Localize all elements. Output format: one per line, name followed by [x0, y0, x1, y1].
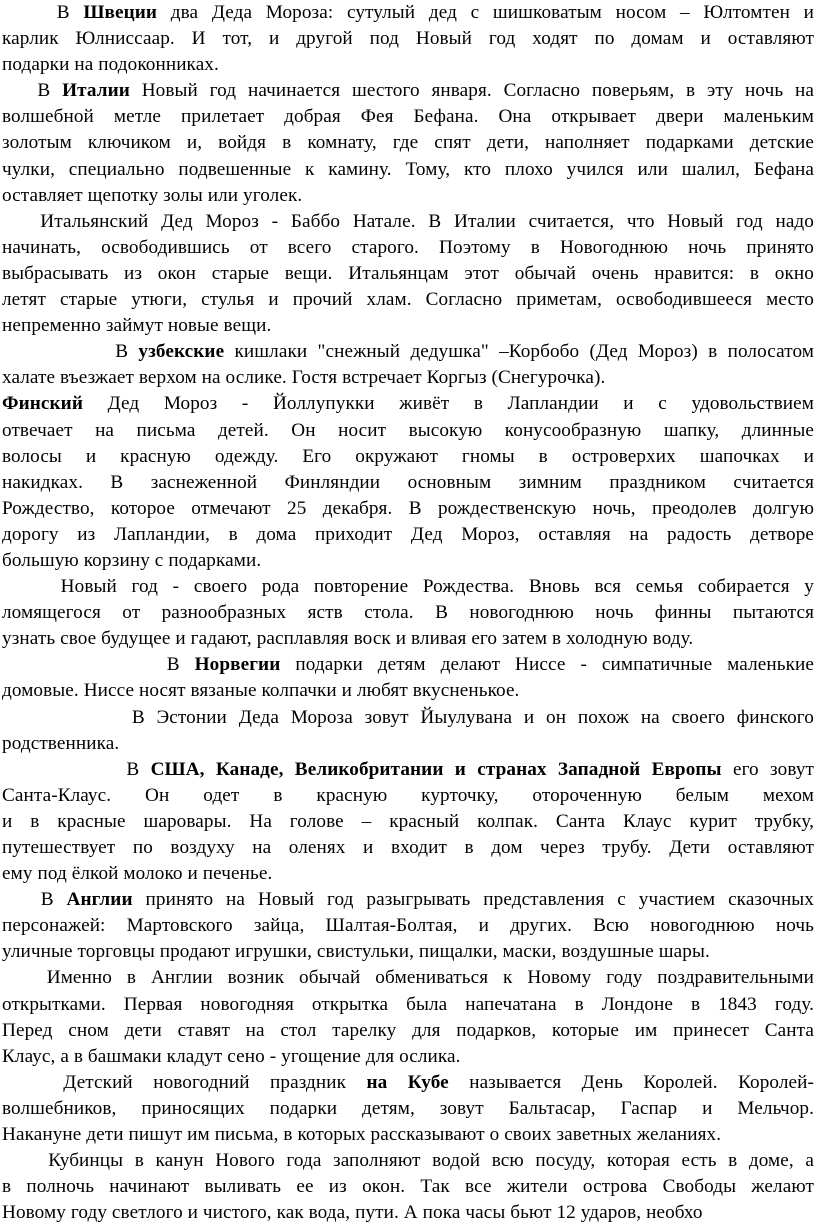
text-line: [2, 496, 814, 522]
text-segment: Итальянский Дед Мороз - Баббо Натале. В Италии считается, что Новый год надо: [2, 210, 814, 232]
text-line: [2, 678, 814, 704]
paragraph-sweden: [2, 0, 814, 78]
bold-term: узбекские: [138, 341, 225, 363]
text-line: [2, 78, 814, 104]
bold-term: США, Канаде, Великобритании и странах Западной Европы: [150, 758, 722, 780]
paragraph-cuba: [2, 1070, 814, 1148]
text-segment: его зовут: [721, 758, 814, 780]
text-segment: Клаус, а в башмаки кладут сено - угощение для ослика.: [2, 1045, 461, 1067]
paragraph-finland2: [2, 574, 814, 652]
text-segment: путешествует по воздуху на оленях и входит в дом через трубу. Дети оставляют: [2, 837, 814, 858]
text-segment: отвечает на письма детей. Он носит высокую конусообразную шапку, длинные: [2, 419, 814, 441]
text-line: [2, 757, 814, 783]
text-segment: узнать свое будущее и гадают, расплавляя воск и вливая его затем в холодную воду.: [2, 628, 694, 650]
text-line: [2, 887, 814, 913]
paragraph-cuba2: [2, 1148, 814, 1226]
text-line: [2, 626, 814, 652]
text-line: [2, 1070, 814, 1096]
text-segment: Именно в Англии возник обычай обмениваться к Новому году поздравительными: [2, 967, 814, 989]
text-line: [2, 809, 814, 835]
text-segment: Санта-Клаус. Он одет в красную курточку, отороченную белым мехом: [2, 784, 814, 806]
text-segment: два Деда Мороза: сутулый дед с шишковатым носом – Юлтомтен и: [157, 2, 814, 23]
text-line: [2, 731, 814, 757]
text-segment: Новый год - своего рода повторение Рождества. Вновь вся семья собирается у: [2, 576, 814, 598]
text-segment: В: [2, 758, 151, 780]
text-segment: В: [2, 80, 63, 102]
bold-term: Норвегии: [194, 654, 281, 676]
text-segment: подарки на подоконниках.: [2, 54, 219, 76]
paragraph-england2: [2, 965, 814, 1069]
text-line: [2, 600, 814, 626]
text-line: [2, 52, 814, 78]
text-segment: В: [2, 654, 195, 676]
text-line: [2, 183, 814, 209]
text-line: [2, 522, 814, 548]
text-segment: подарки детям делают Ниссе - симпатичные маленькие: [280, 654, 814, 676]
text-line: [2, 0, 814, 26]
text-segment: летят старые утюги, стулья и прочий хлам. Согласно приметам, освободившееся место: [2, 289, 814, 311]
text-segment: большую корзину с подарками.: [2, 549, 262, 571]
paragraph-italy2: [2, 209, 814, 339]
text-segment: накидках. В заснеженной Финляндии основным зимним праздником считается: [2, 471, 814, 493]
paragraph-uzbek: [2, 339, 814, 391]
bold-term: Швеции: [83, 2, 158, 23]
text-segment: Рождество, которое отмечают 25 декабря. В рождественскую ночь, преодолев долгую: [2, 497, 814, 519]
text-line: [2, 835, 814, 861]
text-segment: родственника.: [2, 732, 120, 754]
text-segment: и в красные шаровары. На голове – красный колпак. Санта Клаус курит трубку,: [2, 810, 814, 832]
text-line: [2, 861, 814, 887]
text-segment: халате въезжает верхом на ослике. Гостя встречает Коргыз (Снегурочка).: [2, 367, 606, 389]
text-segment: оставляет щепотку золы или уголек.: [2, 184, 303, 206]
text-line: [2, 705, 814, 731]
text-line: [2, 1200, 814, 1226]
text-segment: персонажей: Мартовского зайца, Шалтая-Болтая, и других. Всю новогоднюю ночь: [2, 915, 814, 937]
text-segment: принято на Новый год разыгрывать представления с участием сказочных: [132, 889, 814, 911]
text-line: [2, 548, 814, 574]
text-segment: Дед Мороз - Йоллупукки живёт в Лапландии и с удовольствием: [82, 393, 814, 415]
text-segment: Перед сном дети ставят на стол тарелку для подарков, которые им принесет Санта: [2, 1019, 814, 1041]
text-line: [2, 913, 814, 939]
text-segment: называется День Королей. Королей-: [448, 1071, 815, 1093]
text-line: [2, 574, 814, 600]
text-segment: домовые. Ниссе носят вязаные колпачки и любят вкусненькое.: [2, 680, 520, 702]
text-line: [2, 130, 814, 156]
text-line: [2, 339, 814, 365]
text-segment: уличные торговцы продают игрушки, свистульки, пищалки, маски, воздушные шары.: [2, 941, 710, 963]
text-segment: золотым ключиком и, войдя в комнату, где спят дети, наполняет подарками детские: [2, 132, 814, 154]
text-line: [2, 261, 814, 287]
text-segment: кишлаки "снежный дедушка" –Корбобо (Дед Мороз) в полосатом: [224, 341, 815, 363]
text-line: [2, 470, 814, 496]
text-segment: выбрасывать из окон старые вещи. Итальянцам этот обычай очень нравится: в окно: [2, 262, 814, 284]
text-segment: чулки, специально подвешенные к камину. Тому, кто плохо учился или шалил, Бефана: [2, 158, 814, 180]
text-segment: Новому году светлого и чистого, как вода, пути. А пока часы бьют 12 ударов, необхо: [2, 1202, 703, 1224]
text-line: [2, 1122, 814, 1148]
text-line: [2, 365, 814, 391]
text-segment: В: [2, 341, 139, 363]
text-line: [2, 1096, 814, 1122]
text-line: [2, 104, 814, 130]
text-segment: непременно займут новые вещи.: [2, 315, 272, 337]
bold-term: на Кубе: [366, 1071, 449, 1093]
text-line: [2, 235, 814, 261]
paragraph-italy: [2, 78, 814, 208]
text-line: [2, 992, 814, 1018]
text-segment: открытками. Первая новогодняя открытка была напечатана в Лондоне в 1843 году.: [2, 993, 814, 1015]
paragraph-norway: [2, 652, 814, 704]
text-segment: Кубинцы в канун Нового года заполняют водой всю посуду, которая есть в доме, а: [2, 1150, 815, 1172]
text-segment: ему под ёлкой молоко и печенье.: [2, 863, 273, 885]
text-line: [2, 391, 814, 417]
text-segment: дорогу из Лапландии, в дома приходит Дед Мороз, оставляя на радость детворе: [2, 523, 814, 545]
bold-term: Финский: [2, 393, 83, 415]
text-line: [2, 444, 814, 470]
text-segment: волосы и красную одежду. Его окружают гномы в островерхих шапочках и: [2, 445, 814, 467]
text-segment: волшебной метле прилетает добрая Фея Бефана. Она открывает двери маленьким: [2, 106, 814, 128]
text-segment: начинать, освободившись от всего старого. Поэтому в Новогоднюю ночь принято: [2, 236, 814, 258]
text-line: [2, 287, 814, 313]
bold-term: Италии: [62, 80, 130, 102]
text-line: [2, 1018, 814, 1044]
text-line: [2, 157, 814, 183]
text-segment: Детский новогодний праздник: [2, 1071, 367, 1093]
text-line: [2, 209, 814, 235]
text-segment: В: [2, 889, 67, 911]
bold-term: Англии: [66, 889, 133, 911]
paragraph-england: [2, 887, 814, 965]
paragraph-usa: [2, 757, 814, 887]
text-segment: В Эстонии Деда Мороза зовут Йыулувана и он похож на своего финского: [2, 706, 814, 728]
text-line: [2, 1044, 814, 1070]
text-line: [2, 652, 814, 678]
text-segment: Накануне дети пишут им письма, в которых рассказывают о своих заветных желаниях.: [2, 1124, 722, 1146]
text-line: [2, 26, 814, 52]
text-segment: карлик Юлниссаар. И тот, и другой под Новый год ходят по домам и оставляют: [2, 28, 814, 50]
text-line: [2, 313, 814, 339]
text-segment: волшебников, приносящих подарки детям, зовут Бальтасар, Гаспар и Мельчор.: [2, 1097, 814, 1119]
paragraph-finland: [2, 391, 814, 574]
text-segment: В: [2, 2, 84, 23]
text-segment: в полночь начинают выливать ее из окон. Так все жители острова Свободы желают: [2, 1176, 814, 1198]
text-segment: ломящегося от разнообразных яств стола. В новогоднюю ночь финны пытаются: [2, 602, 814, 624]
text-line: [2, 418, 814, 444]
text-segment: Новый год начинается шестого января. Согласно поверьям, в эту ночь на: [129, 80, 815, 102]
paragraph-estonia: [2, 705, 814, 757]
text-line: [2, 783, 814, 809]
text-line: [2, 1174, 814, 1200]
text-line: [2, 939, 814, 965]
text-line: [2, 965, 814, 991]
text-line: [2, 1148, 814, 1174]
